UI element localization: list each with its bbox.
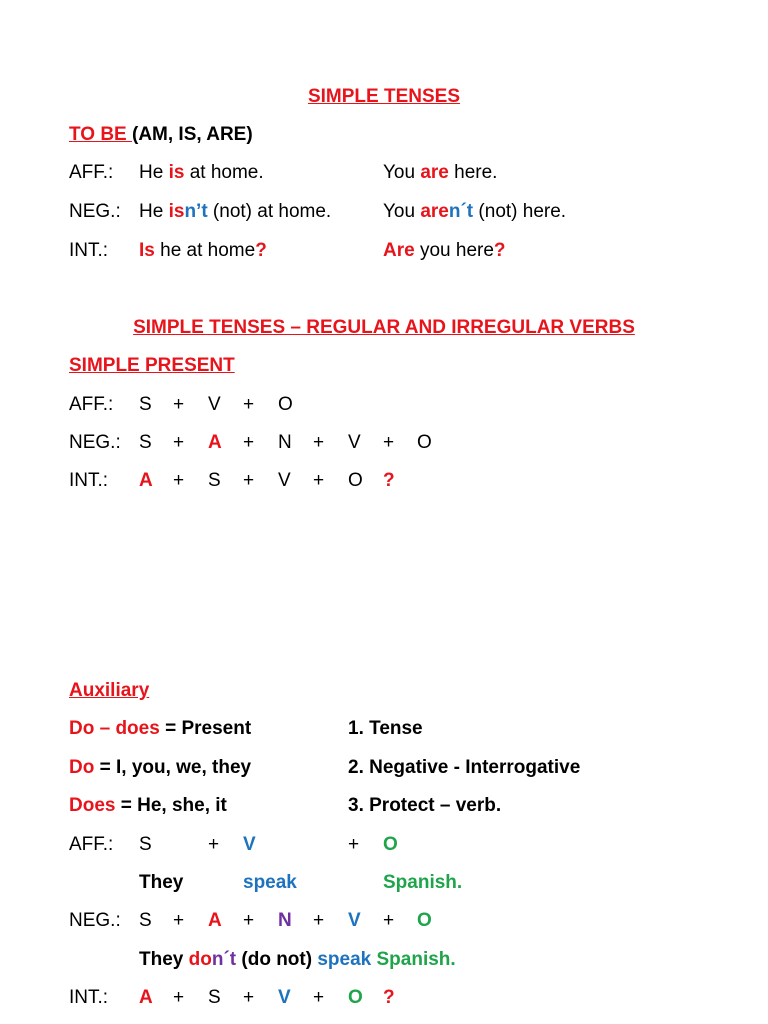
sp-aff-label: AFF.:	[69, 394, 114, 415]
aux-neg-token: +	[313, 910, 325, 931]
sp-neg-token: +	[313, 432, 325, 453]
aux-aff-token: +	[208, 834, 220, 855]
sp-neg-token-auxiliary: A	[208, 432, 222, 453]
aux-int-label: INT.:	[69, 987, 109, 1008]
to-be-int-label: INT.:	[69, 240, 109, 261]
question-mark: ?	[493, 240, 506, 261]
aux-aff-token: +	[348, 834, 360, 855]
sp-neg-token: S	[139, 432, 152, 453]
to-be-forms: (AM, IS, ARE)	[132, 124, 253, 145]
sp-neg-token: V	[348, 432, 361, 453]
to-be-heading	[69, 124, 253, 146]
page-title: SIMPLE TENSES	[307, 86, 461, 107]
to-be-int-example-2	[383, 240, 506, 262]
text: he at home	[154, 240, 256, 261]
text: You	[383, 201, 421, 222]
text: (do not)	[236, 949, 318, 970]
auxiliary-term: Do – does	[69, 718, 160, 739]
auxiliary-rule-3	[69, 795, 227, 817]
aux-aff-example-object: Spanish.	[383, 872, 463, 893]
auxiliary-use-3: 3. Protect – verb.	[348, 795, 502, 816]
aux-int-token: S	[208, 987, 221, 1008]
auxiliary-use-2: 2. Negative - Interrogative	[348, 757, 581, 778]
sp-neg-label: NEG.:	[69, 432, 121, 453]
aux-int-token-question: ?	[383, 987, 395, 1008]
not-highlight: n´t	[211, 949, 237, 970]
text: (not) here.	[473, 201, 567, 222]
verb-highlight: are	[420, 162, 449, 183]
aux-aff-label: AFF.:	[69, 834, 114, 855]
sp-int-token: +	[313, 470, 325, 491]
sp-int-token: V	[278, 470, 291, 491]
verb-highlight: Is	[139, 240, 155, 261]
negation-highlight: n’t	[184, 201, 208, 222]
aux-neg-token-not: N	[278, 910, 292, 931]
sp-int-token: +	[173, 470, 185, 491]
auxiliary-meaning: = Present	[159, 718, 252, 739]
aux-int-token-verb: V	[278, 987, 291, 1008]
to-be-aff-label: AFF.:	[69, 162, 114, 183]
aux-aff-token: S	[139, 834, 152, 855]
aux-aff-token-verb: V	[243, 834, 256, 855]
aux-int-token: +	[313, 987, 325, 1008]
to-be-aff-example-2	[383, 162, 497, 184]
aux-int-token: +	[173, 987, 185, 1008]
auxiliary-term: Do	[69, 757, 95, 778]
aux-neg-token: S	[139, 910, 152, 931]
text: He	[139, 162, 169, 183]
aux-neg-label: NEG.:	[69, 910, 121, 931]
auxiliary-meaning: = He, she, it	[115, 795, 227, 816]
aux-neg-token: +	[243, 910, 255, 931]
text: They	[139, 949, 189, 970]
text: at home.	[184, 162, 264, 183]
question-mark: ?	[255, 240, 267, 261]
aux-neg-token-auxiliary: A	[208, 910, 222, 931]
sp-aff-token: S	[139, 394, 152, 415]
sp-int-token: +	[243, 470, 255, 491]
sp-int-label: INT.:	[69, 470, 109, 491]
sp-neg-token: O	[417, 432, 432, 453]
verb-highlight: are	[420, 201, 449, 222]
sp-int-token-question: ?	[383, 470, 395, 491]
auxiliary-rule-1	[69, 718, 251, 740]
sp-aff-token: +	[173, 394, 185, 415]
verb-highlight: is	[168, 201, 185, 222]
auxiliary-use-1: 1. Tense	[348, 718, 423, 739]
auxiliary-highlight: do	[188, 949, 212, 970]
sp-int-token: S	[208, 470, 221, 491]
sp-neg-token: +	[243, 432, 255, 453]
section-subtitle: SIMPLE TENSES – REGULAR AND IRREGULAR VERBS	[133, 317, 635, 338]
negation-highlight: n´t	[448, 201, 474, 222]
verb-highlight: Are	[383, 240, 415, 261]
sp-aff-token: +	[243, 394, 255, 415]
aux-int-token-auxiliary: A	[139, 987, 153, 1008]
text: you here	[414, 240, 494, 261]
auxiliary-rule-2	[69, 757, 251, 779]
object-highlight: Spanish.	[371, 949, 456, 970]
text: You	[383, 162, 421, 183]
to-be-neg-example-1	[139, 201, 331, 223]
to-be-neg-example-2	[383, 201, 566, 223]
aux-aff-token-object: O	[383, 834, 398, 855]
aux-neg-token: +	[173, 910, 185, 931]
verb-highlight: speak	[317, 949, 372, 970]
to-be-int-example-1	[139, 240, 267, 262]
aux-aff-example-verb: speak	[243, 872, 297, 893]
sp-int-token: O	[348, 470, 363, 491]
to-be-aff-example-1	[139, 162, 264, 184]
text: He	[139, 201, 169, 222]
sp-neg-token: +	[173, 432, 185, 453]
to-be-label: TO BE	[69, 124, 132, 145]
text: (not) at home.	[207, 201, 332, 222]
auxiliary-heading: Auxiliary	[69, 680, 150, 701]
aux-int-token-object: O	[348, 987, 363, 1008]
sp-int-token-auxiliary: A	[139, 470, 153, 491]
auxiliary-term: Does	[69, 795, 116, 816]
sp-aff-token: O	[278, 394, 293, 415]
to-be-neg-label: NEG.:	[69, 201, 121, 222]
verb-highlight: is	[168, 162, 185, 183]
auxiliary-meaning: = I, you, we, they	[94, 757, 252, 778]
aux-neg-token: +	[383, 910, 395, 931]
sp-neg-token: N	[278, 432, 292, 453]
sp-neg-token: +	[383, 432, 395, 453]
simple-present-heading: SIMPLE PRESENT	[69, 355, 235, 376]
aux-neg-example	[139, 949, 456, 971]
sp-aff-token: V	[208, 394, 221, 415]
aux-neg-token-verb: V	[348, 910, 361, 931]
aux-neg-token-object: O	[417, 910, 432, 931]
text: here.	[448, 162, 498, 183]
aux-int-token: +	[243, 987, 255, 1008]
aux-aff-example-subject: They	[139, 872, 184, 893]
